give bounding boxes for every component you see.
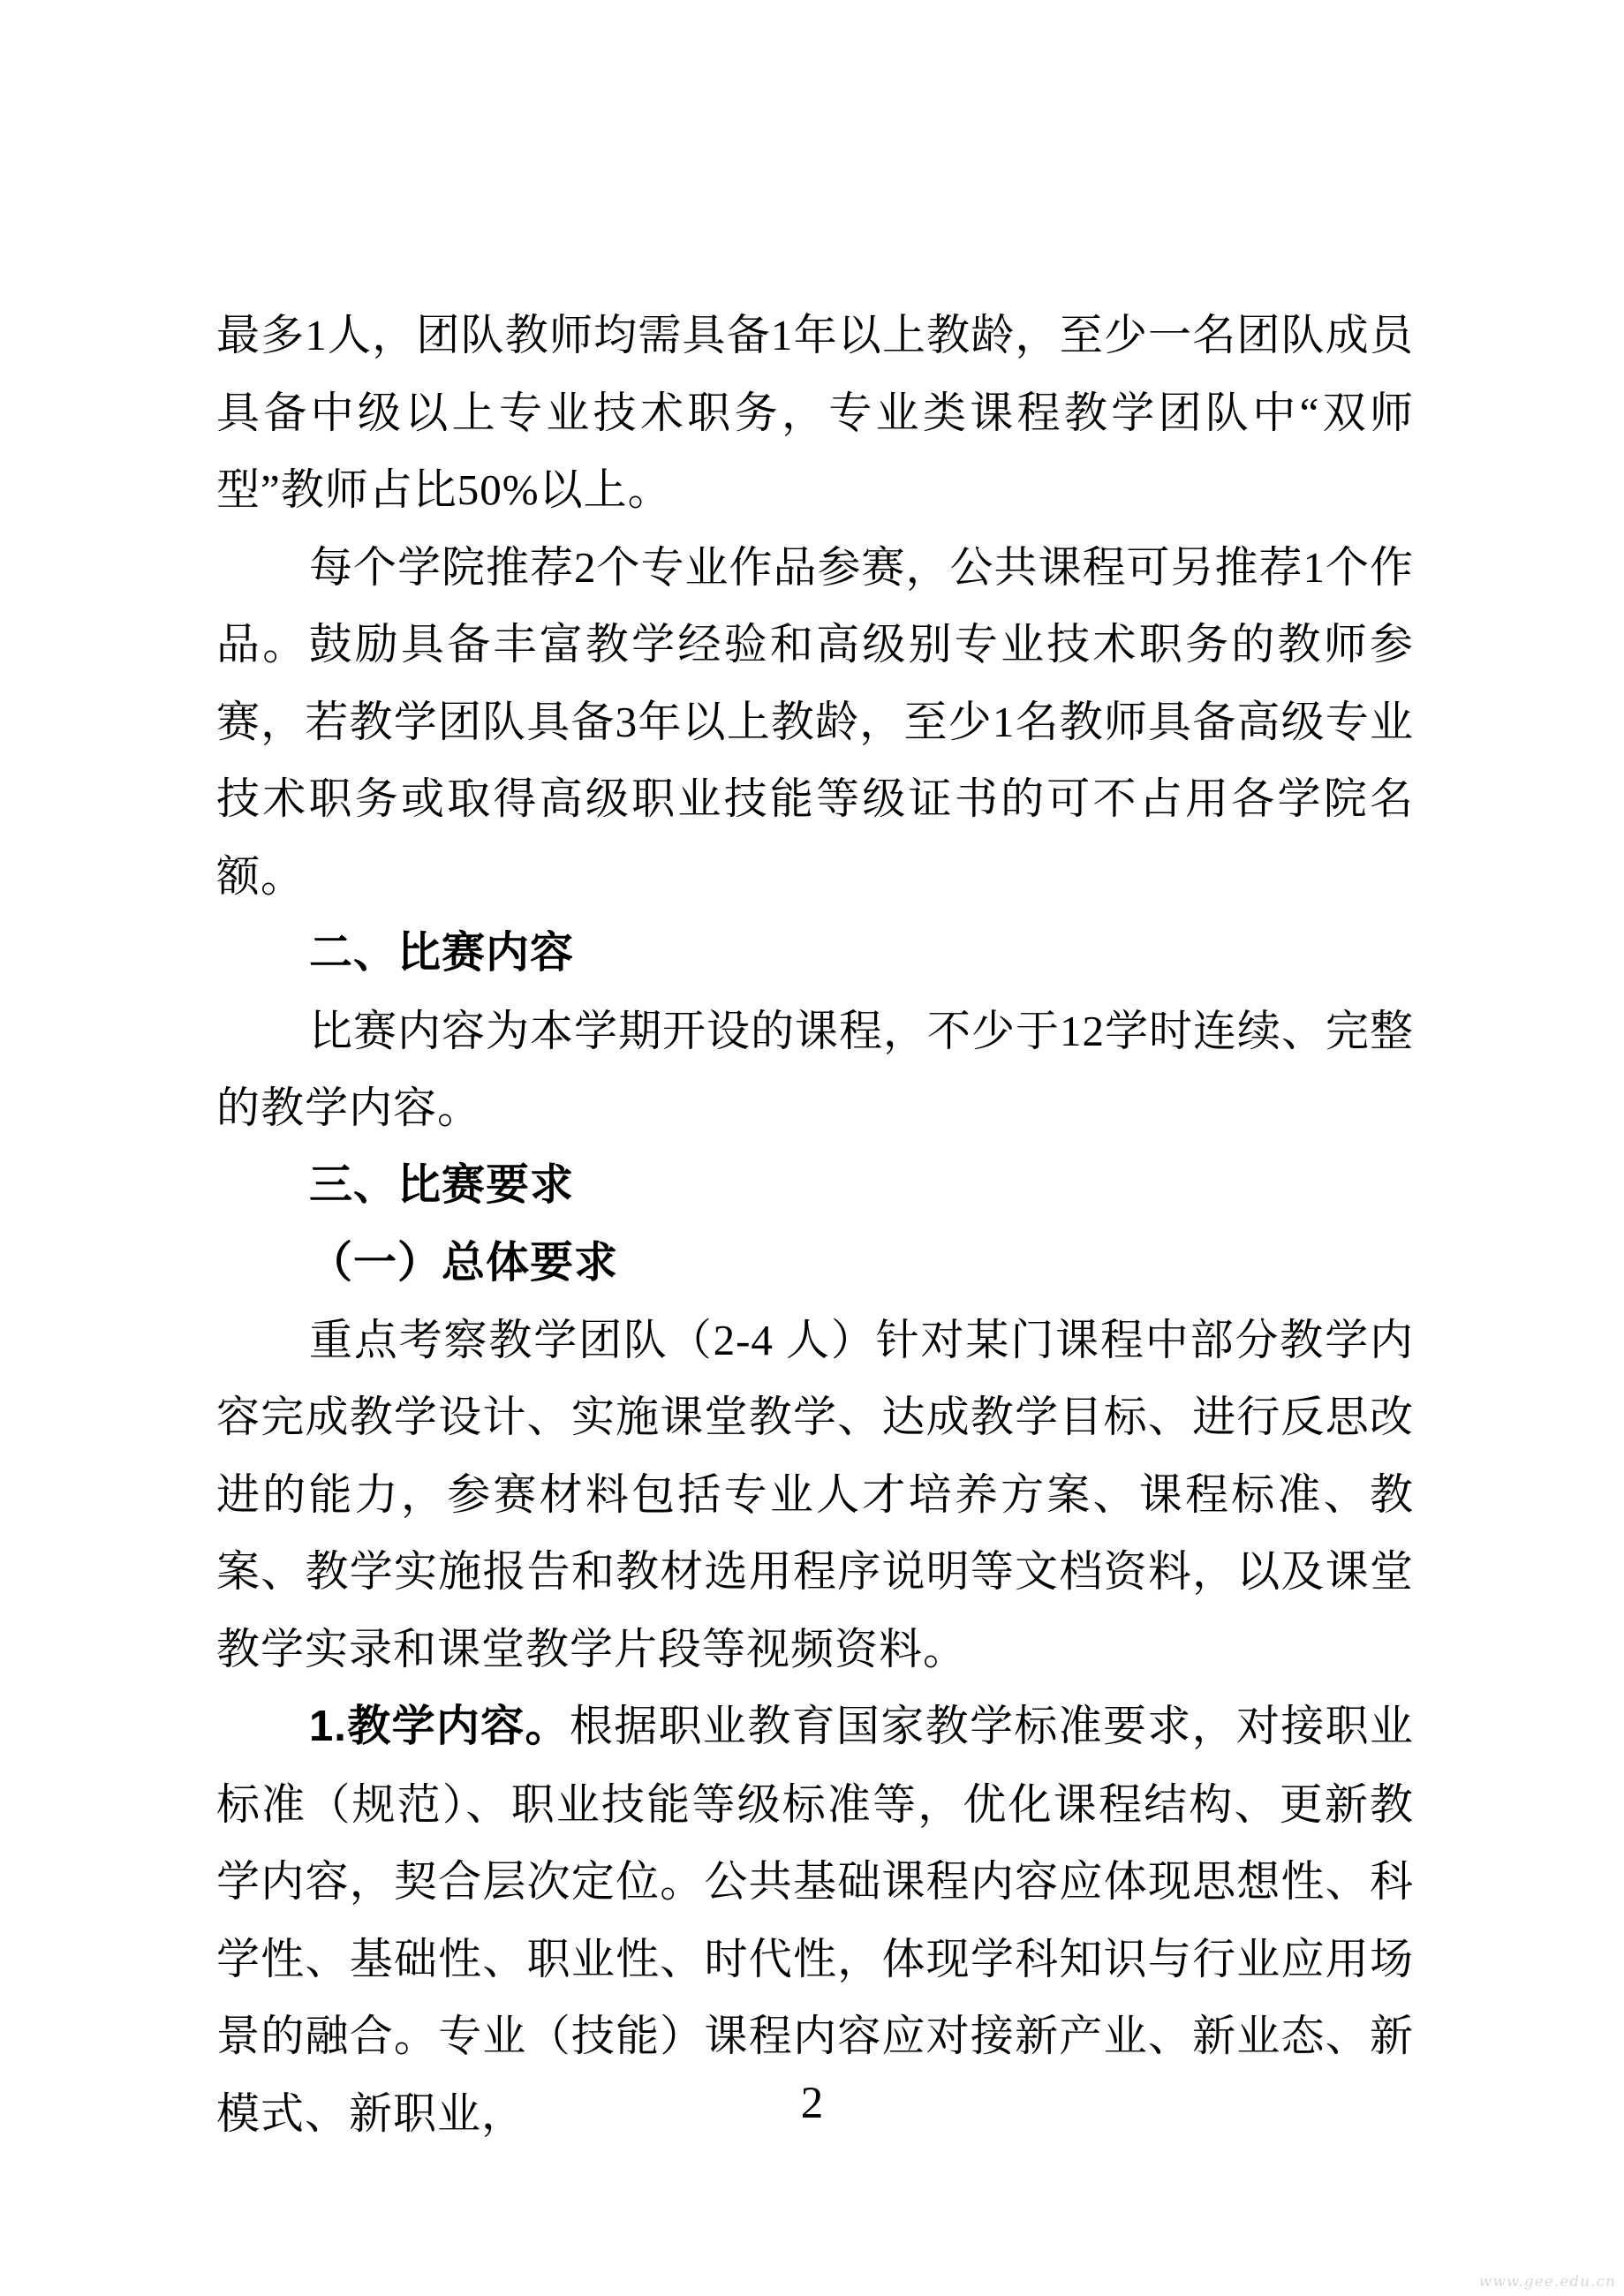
heading-competition-content: 二、比赛内容 [309,929,575,977]
paragraph-recommendation-quota: 每个学院推荐2个专业作品参赛，公共课程可另推荐1个作品。鼓励具备丰富教学经验和高级别专业技术职务的教师参赛，若教学团队具备3年以上教龄，至少1名教师具备高级专业技术职务或取得高级职业技能等级证书的可不占用各学院名额。 [216,542,1415,901]
watermark: www.gee.edu.cn [1478,2273,1616,2291]
document-body [216,297,1414,2152]
paragraph-competition-content: 比赛内容为本学期开设的课程，不少于12学时连续、完整的教学内容。 [216,1006,1415,1132]
teaching-content-text: 根据职业教育国家教学标准要求，对接职业标准（规范）、职业技能等级标准等，优化课程结构、更新教学内容，契合层次定位。公共基础课程内容应体现思想性、科学性、基础性、职业性、时代性，体现学科知识与行业应用场景的融合。专业（技能）课程内容应对接新产业、新业态、新模式、新职业， [216,1702,1414,2138]
heading-overall-requirements: （一）总体要求 [309,1238,619,1287]
paragraph-overall-requirements: 重点考察教学团队（2-4 人）针对某门课程中部分教学内容完成教学设计、实施课堂教学、达成教学目标、进行反思改进的能力，参赛材料包括专业人才培养方案、课程标准、教案、教学实施报告和教材选用程序说明等文档资料，以及课堂教学实录和课堂教学片段等视频资料。 [216,1315,1414,1673]
page-number: 2 [800,2079,824,2128]
teaching-content-lead-label: 1.教学内容。 [309,1703,570,1750]
heading-competition-requirements: 三、比赛要求 [309,1160,575,1209]
paragraph-team-requirements: 最多1人，团队教师均需具备1年以上教龄，至少一名团队成员具备中级以上专业技术职务，专业类课程教学团队中“双师型”教师占比50%以上。 [216,311,1414,514]
